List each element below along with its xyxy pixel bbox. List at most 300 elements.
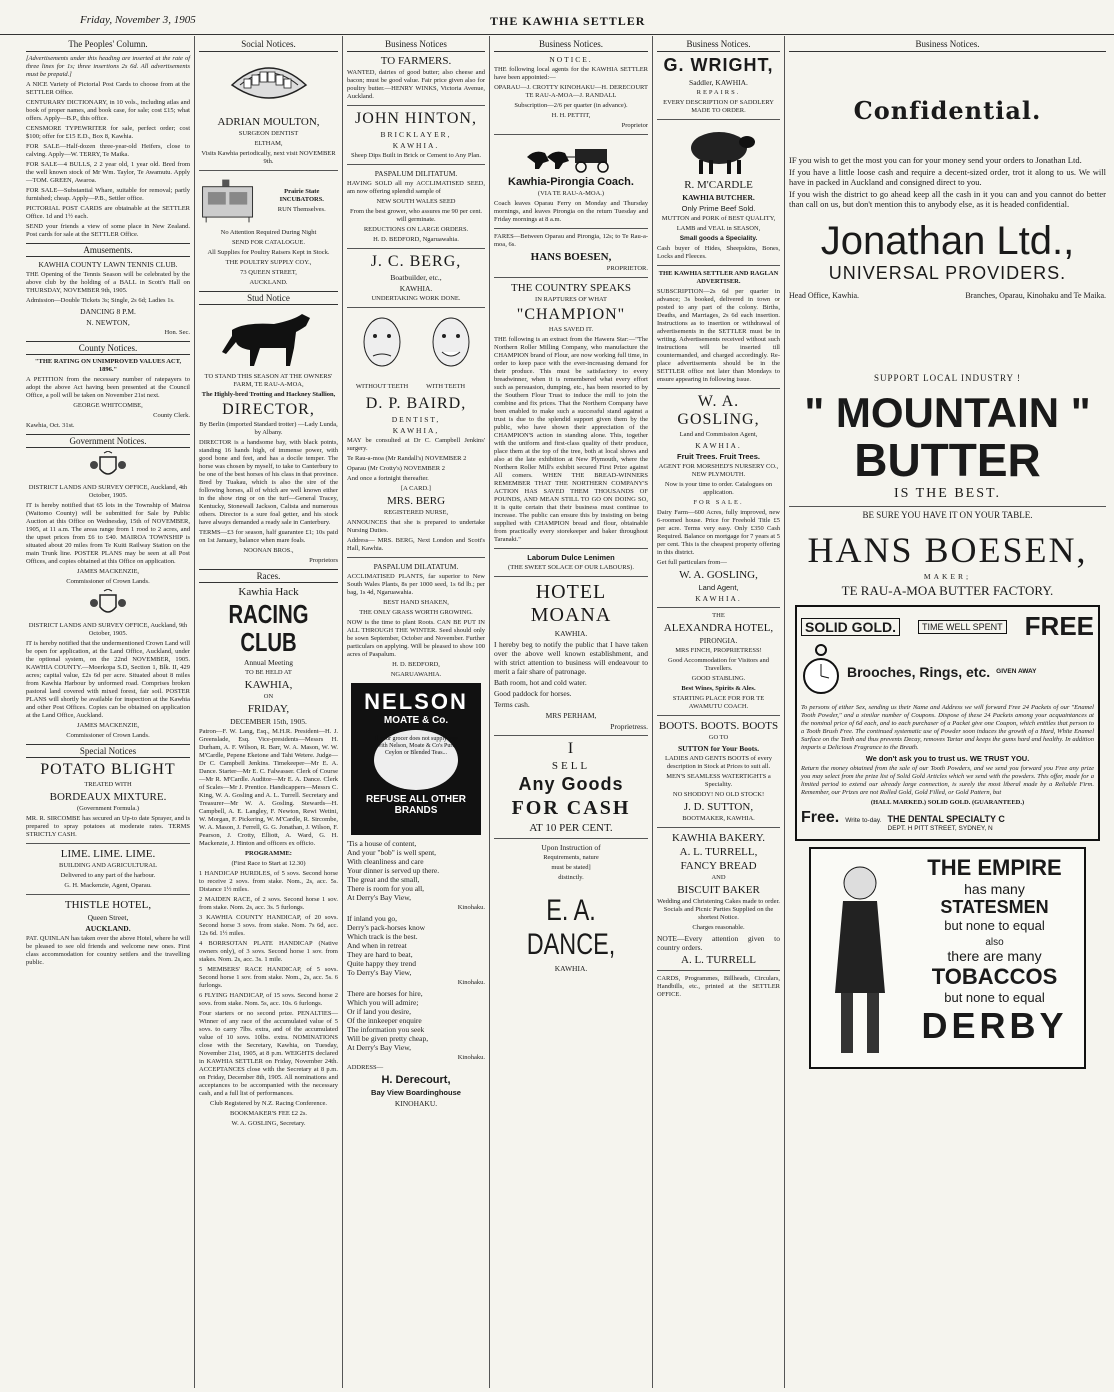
secretary-title: Hon. Sec.	[164, 329, 190, 336]
face-without-teeth-icon	[357, 312, 407, 376]
bay-view-verse-1: 'Tis a house of content, And your "bob" is well spent, With cleanliness and care Your dinner is served up there. The great and the small, There is room for you all, At Derry's Bay View,	[347, 839, 440, 902]
berg-undertaking: UNDERTAKING WORK DONE.	[371, 295, 461, 302]
thistle-hotel-street: Queen Street,	[87, 913, 129, 922]
commissioner-title: Commissioner of Crown Lands.	[66, 732, 150, 739]
incubator-no-attention: No Attention Required During Night	[220, 229, 317, 236]
is-the-best: IS THE BEST.	[893, 486, 1002, 501]
hinton-trade: BRICKLAYER,	[380, 130, 452, 139]
none-to-equal-2: but none to equal	[944, 990, 1045, 1005]
hotel-moana-title: HOTEL MOANA	[530, 581, 612, 626]
hans-boesen: HANS BOESEN,	[807, 530, 1088, 570]
column-heading: Business Notices.	[789, 36, 1106, 52]
paspalum-heading-2: PASPALUM DILATATUM.	[373, 562, 459, 571]
lime-delivery: Delivered to any part of the harbour.	[60, 872, 156, 879]
programme-heading: PROGRAMME:	[245, 850, 292, 857]
divider	[347, 248, 485, 249]
race-club-line1: Kawhia Hack	[238, 586, 299, 598]
teeth-comparison	[347, 312, 485, 393]
brooches-rings: Brooches, Rings, etc.	[847, 664, 991, 680]
nelson-company: MOATE & Co.	[383, 715, 449, 726]
alexandra-coach: STARTING PLACE FOR FOR TE AWAMUTU COACH.	[672, 695, 765, 710]
paspalum-grower: From the best grower, who assures me 90 per cent. will germinate.	[349, 208, 483, 223]
thistle-hotel-title: THISTLE HOTEL,	[64, 899, 152, 911]
column-heading: Business Notices.	[657, 36, 780, 52]
biscuit-baker: BISCUIT BAKER	[677, 884, 760, 896]
land-agent: Land Agent,	[698, 583, 739, 592]
incubator-city: AUCKLAND.	[249, 279, 288, 286]
divider	[657, 388, 780, 389]
butter-factory: TE RAU-A-MOA BUTTER FACTORY.	[841, 583, 1054, 598]
alexandra-hotel: ALEXANDRA HOTEL,	[663, 622, 774, 634]
incubator-run: RUN Themselves.	[277, 206, 326, 213]
alexandra-accommodation: Good Accommodation for Visitors and Travellers.	[668, 657, 769, 672]
maker-label: MAKER;	[923, 572, 972, 581]
baird-visit-3: And once a fortnight thereafter.	[347, 475, 429, 482]
stud-terms: TERMS—£3 for season, half guarantee £1; 10s paid on 1st January, balance when mare foals.	[199, 529, 338, 544]
butter-word: BUTTER	[854, 434, 1041, 486]
write-today: Write to-day.	[845, 817, 882, 824]
bay-view-place-3: Kinohaku.	[457, 1054, 485, 1061]
paspalum-heading: PASPALUM DILITATUM.	[374, 169, 458, 178]
notice-heading: NOTICE.	[549, 55, 593, 64]
divider	[657, 119, 780, 120]
turrell-name-2: A. L. TURRELL	[681, 954, 756, 966]
bay-view-verse-3: There are horses for hire, Which you will admire; Or if land you desire, Of the innkeeper enquire The information you seek Will be given pretty cheap, At Derry's Bay View,	[347, 989, 429, 1052]
divider	[789, 506, 1106, 507]
hinton-services: Sheep Dips Built in Brick or Cement to Any Plan.	[351, 152, 481, 159]
column-business-3	[653, 36, 785, 1388]
divider	[494, 277, 648, 278]
commissioner-signature: JAMES MACKENZIE,	[76, 568, 140, 575]
race-event: 5 MEMBERS' RACE HANDICAP, of 5 sovs. Second horse 1 sov. from stake. Nom., 2s, acc. 5s. 6 furlongs.	[199, 966, 338, 989]
secretary-signature: N. NEWTON,	[86, 318, 130, 327]
tennis-club-text: THE Opening of the Tennis Season will be celebrated by the above club by the holding of a BALL in Scott's Hall on THURSDAY, NOVEMBER 9th, 1905.	[26, 271, 190, 294]
bay-view-place-2: Kinohaku.	[457, 979, 485, 986]
race-event: 6 FLYING HANDICAP, of 15 sovs. Second horse 2 sovs. from stake. Nom. 5s, acc. 10s. 6 furlongs.	[199, 992, 338, 1007]
divider	[347, 164, 485, 165]
time-well-spent: TIME WELL SPENT	[918, 620, 1007, 634]
tennis-club-title: KAWHIA COUNTY LAWN TENNIS CLUB.	[38, 260, 178, 269]
brooches-row	[801, 642, 1094, 702]
sutton-boots: SUTTON for Your Boots.	[678, 744, 759, 753]
trust-line: We don't ask you to trust us. WE TRUST YOU.	[865, 754, 1030, 763]
champion-title: "CHAMPION"	[516, 306, 626, 323]
prime-beef: Only Prime Beef Sold.	[681, 204, 756, 213]
dance-name: E. A. DANCE,	[526, 894, 616, 961]
gosling-trade: Land and Commission Agent,	[679, 431, 758, 438]
wright-saddlery: EVERY DESCRIPTION OF SADDLERY MADE TO ORDER.	[663, 99, 774, 114]
address-label: ADDRESS—	[347, 1064, 384, 1071]
alexandra-proprietress: MRS FINCH, PROPRIETRESS!	[675, 647, 762, 654]
divider	[657, 715, 780, 716]
bakery-and: AND	[711, 874, 726, 881]
boots-heading: BOOTS. BOOTS. BOOTS	[658, 720, 779, 732]
stud-breed: The Highly-bred Trotting and Hackney Stallion,	[201, 391, 336, 398]
divider	[199, 170, 338, 171]
paspalum-seed: NEW SOUTH WALES SEED	[376, 198, 456, 205]
classified-ad: PICTORIAL POST CARDS are obtainable at the SETTLER Office. 1d and 1½ each.	[26, 205, 190, 220]
column-heading: The Peoples' Column.	[26, 36, 190, 52]
any-goods: Any Goods	[518, 774, 624, 794]
boots-watertights: MEN'S SEAMLESS WATERTIGHTS a Speciality.	[666, 773, 771, 788]
bakery-title: KAWHIA BAKERY.	[671, 832, 766, 844]
gosling-name-2: W. A. GOSLING,	[679, 569, 758, 581]
county-notices-heading: County Notices.	[26, 341, 190, 355]
on-your-table: BE SURE YOU HAVE IT ON YOUR TABLE.	[862, 510, 1033, 520]
race-secretary: W. A. GOSLING, Secretary.	[231, 1120, 306, 1127]
stallion-pedigree: By Berlin (imported Standard trotter) —Lady Lunda, by Albany.	[199, 421, 338, 436]
confidential-para-1: IF you wish to get the most you can for your money send your orders to Jonathan Ltd.	[789, 155, 1082, 165]
divider	[26, 843, 190, 844]
rates-notice: [Advertisements under this heading are inserted at the rate of three lines for 1s; three insertions 2s 6d. All advertisements must be prepaid.]	[26, 55, 190, 78]
agents-list: OPARAU—J. CROTTY KINOHAKU—H. DERECOURT TE RAU-A-MOA—J. RANDALL	[494, 84, 648, 99]
incubator-brand: Prairie State INCUBATORS.	[279, 188, 324, 203]
stud-owners: NOONAN BROS.,	[243, 547, 294, 554]
ten-per-cent: AT 10 PER CENT.	[529, 822, 613, 834]
column-business-4	[785, 36, 1110, 1388]
tooth-powder-offer: To persons of either Sex, sending us their Name and Address we will forward Free 24 Packets of our "Enamel Tooth Powder," and a similar number of Coupons. Dispose of these 24 Packets among your acquaintances at the nominal price of 6d each, and to each purchaser of a Packet give one Coupon, which entitles that person to a Tooth Brush Free. The continued systematic use of Powder soon induces the growth of a Hard, White Enamel Surface on the Teeth and thus prevents Decay, removes Tartar and keeps the gums hard and healthy. In addition imparts a Delicious Fragrance to the Breath.	[801, 704, 1094, 751]
hotel-moana-terms: Terms cash.	[494, 700, 530, 709]
none-to-equal: but none to equal	[944, 918, 1045, 933]
free-word: Free.	[801, 809, 840, 826]
stud-stand-notice: TO STAND THIS SEASON AT THE OWNERS' FARM, TE RAU-A-MOA,	[204, 373, 333, 388]
incubator-ad	[199, 175, 338, 227]
dentist-name: ADRIAN MOULTON,	[217, 116, 320, 128]
gosling-town-2: KAWHIA.	[695, 594, 742, 603]
special-notices-heading: Special Notices	[26, 744, 190, 758]
dancing-time: DANCING 8 P.M.	[80, 307, 136, 316]
hinton-name: JOHN HINTON,	[355, 110, 477, 127]
confidential-para-3: If you wish the district to go ahead keep all the cash in it you can and you cannot do better than call on us, but don't mention this to anybody else, as it is headed confidential.	[789, 189, 1106, 209]
champion-article: THE following is an extract from the Hawera Star:—"The Northern Roller Milling Company, who manufacture the CHAMPION brand of Flour, are now working full time, in order to keep pace with the ever-increasing demand for their produce. This must be satisfactory to every breadwinner, when it is remembered what every effort such as persuasion, dumping, etc., has been resorted to by the Southern Flour Trust to induce the mill to join the combine and fix prices. That the Northern Company have been enabled to make such a successful stand against a trust is due to the splendid support given them by the public, who have shown their appreciation of the CHAMPION'S action in standing alone. This, together with the uniform and first-class quality of their produce, place them at the top of the tree, both at local shows and also at the late exhibition at New Plymouth, where the Northern Roller Mill's exhibit secured First Prize against All comers. WHEN THE BREAD-WINNERS REMEMBER THAT THE NORTHERN COMPANY'S ACTION HAS SAVED THEM THOUSANDS OF POUNDS, AND MEAN STILL TO GO ON DOING SO, it is quite certain that their business must continue to increase. The public can ensure this by insisting on being supplied with CHAMPION bread and flour, obtainable from practically every storekeeper and baker throughout Taranaki."	[494, 336, 648, 543]
lime-agent: G. H. Mackenzie, Agent, Oparau.	[64, 882, 152, 889]
jonathan-name: Jonathan Ltd.,	[820, 219, 1075, 263]
sell-instruction: Upon Instruction of	[541, 843, 601, 852]
masthead	[0, 0, 1114, 35]
divider	[494, 548, 648, 549]
hall-marked: (HALL MARKED.) SOLID GOLD. (GUARANTEED.)	[870, 799, 1025, 806]
face-with-teeth-icon	[426, 312, 476, 376]
column-peoples	[22, 36, 195, 1388]
sell-distinctly: distinctly.	[558, 874, 584, 881]
given-away: GIVEN AWAY	[996, 668, 1037, 675]
solid-gold-label: SOLID GOLD.	[801, 618, 900, 636]
alexandra-wines: Best Wines, Spirits & Ales.	[681, 685, 756, 692]
dental-address: DEPT. H PITT STREET, SYDNEY, N	[887, 825, 993, 832]
sutton-trade: BOOTMAKER, KAWHIA.	[682, 815, 755, 822]
baird-name: D. P. BAIRD,	[365, 395, 467, 412]
government-notices-heading: Government Notices.	[26, 434, 190, 448]
boots-go-to: GO TO	[708, 734, 729, 741]
incubator-icon	[199, 175, 262, 227]
empire-text-block	[911, 855, 1078, 1047]
berg-name: J. C. BERG,	[370, 253, 462, 270]
race-terms: Four starters or no second prize. PENALTIES—Winner of any race of the accumulated value of 5 sovs. to carry 7lbs. extra, and of the accumulated value of 10 sovs. 10lbs. extra. NOMINATIONS close with the Secretary, Kawhia, on Tuesday, November 21st, 1905, at 8 p.m. WEIGHTS declared in KAWHIA SETTLER on Friday, November 24th. ACCEPTANCES close with the Secretary at 8 p.m. on Friday, December 8th, 1905. All nominations and acceptances to be accompanied with the necessary cash, and a full list of performances.	[199, 1010, 338, 1097]
spacer	[789, 302, 1106, 372]
order-now: Now is your time to order. Catalogues on application.	[664, 481, 773, 496]
has-many: has many	[964, 881, 1025, 897]
hotel-moana-proprietress: MRS PERHAM,	[545, 711, 597, 720]
solid-gold-ad	[795, 605, 1100, 841]
divider	[494, 838, 648, 839]
baird-consult: MAY be consulted at Dr C. Campbell Jenkins' surgery.	[347, 437, 485, 452]
classified-ad: A NICE Variety of Pictorial Post Cards to choose from at the SETTLER Office.	[26, 81, 190, 96]
race-held-at: TO BE HELD AT	[245, 669, 292, 676]
particulars-from: Get full particulars from—	[657, 559, 727, 566]
classified-ad: CENTURARY DICTIONARY, in 10 vols., including atlas and book of proper names, and book case, for sale; cost £15; what offers. Apply—B.P., this office.	[26, 99, 190, 122]
amusements-heading: Amusements.	[26, 243, 190, 257]
petition-text: A PETITION from the necessary number of ratepayers to adopt the above Act having been presented at the Council Office, a poll will be taken on November 21st next.	[26, 376, 190, 399]
stud-owners-title: Proprietors	[309, 557, 338, 564]
sell-must-state: must be stated]	[551, 864, 591, 871]
dentist-town: ELTHAM,	[254, 140, 283, 147]
nelson-tea-badge: If your grocer does not supply you with Nelson, Moate & Co's Pure Ceylon or Blended Teas...	[374, 730, 458, 790]
gosling-town: KAWHIA.	[695, 441, 742, 450]
laborum-title: Laborum Dulce Lenimen	[527, 553, 615, 562]
lands-office-dateline: DISTRICT LANDS AND SURVEY OFFICE, Auckland, 9th October, 1905.	[28, 622, 188, 637]
paspalum-seller-2: H. D. BEDFORD,	[392, 661, 440, 668]
gosling-name: W. A. GOSLING,	[677, 393, 760, 428]
berg-town: KAWHIA.	[399, 284, 433, 293]
divider	[494, 735, 648, 736]
classified-ad: SEND your friends a view of some place in New Zealand. Post cards for sale at the SETTLER Office.	[26, 223, 190, 238]
jonathan-offices	[789, 290, 1106, 302]
club-registration: Club Registered by N.Z. Racing Conference.	[210, 1100, 327, 1107]
also-word: also	[985, 937, 1004, 948]
jonathan-tagline: UNIVERSAL PROVIDERS.	[828, 263, 1067, 283]
butcher-title: KAWHIA BUTCHER.	[682, 193, 755, 202]
race-event: 2 MAIDEN RACE, of 2 sovs. Second horse 1 sov. from stake. Nom. 2s, acc. 3s. 5 furlongs.	[199, 896, 338, 911]
classified-ad: CENSMORE TYPEWRITER for sale, perfect order; cost $100; offer for £15 E.D., Box 8, Kawhia.	[26, 125, 190, 140]
farmers-heading: TO FARMERS.	[380, 55, 452, 67]
paspalum-text: HAVING SOLD all my ACCLIMATISED SEED, am now offering splendid sample of	[347, 180, 485, 195]
nurse-title: REGISTERED NURSE,	[383, 509, 449, 516]
confidential-para-2: If you have a little loose cash and require a decent-sized order, trot it along to us. We will have in packed in Auckland and consigned direct to you.	[789, 167, 1106, 187]
nurse-address: Address— MRS. BERG, Next London and Scott's Hall, Kawhia.	[347, 537, 485, 552]
dentist-title: SURGEON DENTIST	[238, 130, 299, 137]
divider	[494, 576, 648, 577]
pocket-watch-icon	[801, 642, 841, 702]
there-are-many: there are many	[947, 948, 1042, 964]
column-heading: Business Notices.	[494, 36, 648, 52]
farmers-wanted: WANTED, dairies of good butter; also cheese and bacon; must be good value. Fair price given also for poultry butter.—HENRY WINKS, Victoria Avenue, Auckland.	[347, 69, 485, 100]
government-formula: (Government Formula.)	[76, 805, 140, 812]
printing-notice: CARDS, Programmes, Billheads, Circulars, Handbills, etc., printed at the SETTLER OFFICE.	[657, 975, 780, 998]
classified-ad: FOR SALE—Substantial Whare, suitable for removal; partly furnished; cheap. Apply—P.B., Settler office.	[26, 187, 190, 202]
hotel-moana-town: KAWHIA.	[554, 629, 588, 638]
race-event: 4 BORRSOTAN PLATE HANDICAP (Native owners only), of 3 sovs. Second horse 1 sov. from stakes. Nom. 2s, acc. 3s. 1 mile.	[199, 940, 338, 963]
paspalum-text-2: ACCLIMATISED PLANTS, far superior to New South Wales Plants, 8s per 1000 seed, 1s 6d lb.; per bag, 1s 4d, Ngaruawahia.	[347, 573, 485, 596]
card-label: [A CARD.]	[401, 485, 431, 492]
statesmen: STATESMEN	[940, 897, 1049, 917]
nursery-agent: AGENT FOR MORSHED'S NURSERY CO., NEW PLYMOUTH.	[658, 463, 779, 478]
divider	[494, 134, 648, 135]
newspaper-title: THE KAWHIA SETTLER	[490, 14, 646, 28]
empire-tobacco-ad	[809, 847, 1086, 1069]
sell-i: I	[567, 740, 575, 757]
stud-notice-heading: Stud Notice	[199, 291, 338, 305]
crown-land-notice: IT is hereby notified that the undermentioned Crown Land will be open for application, at the Land Office, Auckland, under the optional system, on the 22nd NOVEMBER, 1905. KAWHIA COUNTY.—Moerkopa S.D, Section 1, Blk. II, 429 acres; capital value, £2s 6d per acre. Situated about 8 miles from Kawhia Harbour by unformed road. Comprises broken pastoral land covered with mixed forest, fair soil. POSTER PLANS will shortly be available for inspection at the Kawhia and other Post Offices. Copies can be obtained on application at the Land Office, Auckland.	[26, 640, 190, 719]
baird-visit-1: Te Rau-a-moa (Mr Randall's) NOVEMBER 2	[347, 455, 467, 462]
column-business-1	[343, 36, 490, 1388]
coach-illustration-icon	[521, 139, 621, 173]
has-saved-it: HAS SAVED IT.	[548, 326, 594, 333]
divider	[657, 827, 780, 828]
horse-illustration-icon	[214, 308, 324, 370]
hotel-moana-text: I hereby beg to notify the public that I have taken over the above well known establishment, and with strict attention to business will endeavour to merit a fair share of patronage.	[494, 640, 648, 676]
paspalum-reductions: REDUCTIONS ON LARGE ORDERS.	[363, 226, 469, 233]
confidential-heading: Confidential.	[853, 96, 1042, 125]
bay-view-verse-2: If inland you go, Derry's pack-horses know Which track is the best. And when in retreat They are hard to beat, Quite happy they trend To Derry's Bay View,	[347, 914, 425, 977]
issue-date: Friday, November 3, 1905	[80, 14, 196, 26]
thistle-hotel-city: AUCKLAND.	[85, 924, 131, 933]
county-clerk-title: County Clerk.	[153, 412, 190, 419]
coach-title: Kawhia-Pirongia Coach.	[508, 176, 634, 188]
potato-blight-title: POTATO BLIGHT	[40, 761, 176, 778]
dental-company-row	[801, 809, 1094, 835]
coach-proprietor: HANS BOESEN,	[530, 251, 612, 263]
hotel-moana-paddock: Good paddock for horses.	[494, 689, 572, 698]
race-annual-meeting: Annual Meeting	[244, 658, 293, 667]
solid-gold-banner	[801, 611, 1094, 642]
tobaccos: TOBACCOS	[931, 964, 1058, 989]
coach-fares: FARES—Between Oparau and Pirongia, 12s; to Te Rau-a-moa, 6s.	[494, 233, 648, 248]
settler-info-title: THE KAWHIA SETTLER AND RAGLAN ADVERTISER.	[658, 270, 779, 285]
hinton-town: KAWHIA.	[392, 141, 440, 150]
wright-repairs: REPAIRS.	[696, 89, 741, 96]
incubator-supplies: All Supplies for Poultry Raisers Kept in Stock.	[207, 249, 330, 256]
coat-of-arms-icon	[88, 451, 128, 481]
lamb-veal: LAMB and VEAL in SEASON,	[676, 225, 761, 232]
fruit-trees: Fruit Trees. Fruit Trees.	[677, 452, 760, 461]
butcher-cash-buyer: Cash buyer of Hides, Sheepskins, Bones, Locks and Fleeces.	[657, 245, 780, 260]
denture-illustration-icon	[224, 55, 314, 113]
race-date: DECEMBER 15th, 1905.	[230, 717, 307, 726]
potato-treated-with: TREATED WITH	[84, 781, 132, 788]
divider	[347, 105, 485, 106]
country-speaks: THE COUNTRY SPEAKS	[511, 282, 631, 294]
column-business-2	[490, 36, 653, 1388]
for-sale-heading: FOR SALE.	[693, 499, 744, 506]
incubator-street: 73 QUEEN STREET,	[240, 269, 297, 276]
laborum-subtitle: (THE SWEET SOLACE OF OUR LABOURS).	[508, 564, 634, 571]
proprietor-name: H. H. PETTIT,	[551, 112, 591, 119]
bookmaker-fee: BOOKMAKER'S FEE £2 2s.	[229, 1110, 307, 1117]
race-club-line2: RACING CLUB	[228, 599, 309, 657]
baird-visit-2: Oparau (Mr Crotty's) NOVEMBER 2	[347, 465, 445, 472]
race-programme-list	[199, 870, 338, 1008]
paspalum-planting: NOW is the time to plant Roots. CAN BE PUT IN ALL THROUGH THE WINTER. Seed should only be sown September, October and November. Further particulars on applying. Will be pleased to show 100 acres of Paspalum.	[347, 619, 485, 658]
alexandra-town: PIRONGIA.	[699, 636, 738, 645]
dentist-visit: Visits Kawhia periodically, next visit NOVEMBER 9th.	[201, 150, 336, 165]
classified-ad: FOR SALE—Half-dozen three-year-old Heifers, close to calving. Apply—W. TERRY, Te Maika.	[26, 143, 190, 158]
race-officials: Patron—F. W. Lang, Esq., M.H.R. President—H. J. Greenslade, Esq. Vice-presidents—Messrs H. Durham, A. F. Wilson, R. Barr, W. A. Mason, W. W. M'Cardle, Pepene Eketone and Tahi Wetere. Judge—Dr C. Campbell Jenkins. Timekeeper—Mr E. A. Dance. Starter—Mr E. C. Falwasser. Clerk of Course—Mr R. M'Cardle. Auditor—Mr E. A. Dance. Clerk of Scales—Mr J. Prentice. Handicappers—Messrs C. King, W. A. Gosling and A. L. Turrell. Secretary and Treasurer—Mr W. A. Gosling. Stewards—H. Campbell, A. E. Langley, F. Newton, Rewi Wetini, W. Morgan, F. Pickering, W. M'Cardle, R. Sircombe, W. A. Mason, J. Ferrell, G. G. Jonathan, J. Wilson, F. Pearson, J. Crotty, Elliott, A. Ward, G. H. Mackenzie, J. Hinton and officers ex officio.	[199, 728, 338, 847]
lands-office-dateline: DISTRICT LANDS AND SURVEY OFFICE, Auckland, 4th October, 1905.	[28, 484, 188, 499]
races-heading: Races.	[199, 569, 338, 583]
nurse-name: MRS. BERG	[386, 495, 446, 507]
race-event: 3 KAWHIA COUNTY HANDICAP, of 20 sovs. Second horse 3 sovs. from stake. Nom. 7s 6d, acc. 12s 6d. 1½ miles.	[199, 914, 338, 937]
support-local: SUPPORT LOCAL INDUSTRY !	[874, 373, 1021, 383]
bordeaux-mixture: BORDEAUX MIXTURE.	[49, 791, 167, 803]
divider	[26, 894, 190, 895]
dairy-farm-sale: Dairy Farm—600 Acres, fully improved, new 6-roomed house. Price for Freehold Title £5 per acre. Terms very easy. Only £350 Cash Required. Balance on mortgage for 7 years at 5 per cent. This is the cheapest property offering in this district.	[657, 509, 780, 556]
without-teeth-label: WITHOUT TEETH	[355, 383, 409, 390]
incubator-catalogue: SEND FOR CATALOGUE.	[232, 239, 305, 246]
coach-route: (VIA TE RAU-A-MOA.)	[537, 190, 605, 197]
empire-title: THE EMPIRE	[927, 855, 1062, 880]
alexandra-the: THE	[712, 612, 725, 619]
raptures: IN RAPTURES OF WHAT	[535, 296, 607, 303]
nelson-refuse: REFUSE ALL OTHER BRANDS	[365, 794, 466, 816]
divider	[347, 307, 485, 308]
jonathan-branches: Branches, Oparau, Kinohaku and Te Maika.	[965, 291, 1106, 300]
hotel-moana-bath: Bath room, hot and cold water.	[494, 678, 587, 687]
with-teeth-label: WITH TEETH	[426, 383, 466, 390]
small-goods: Small goods a Speciality.	[679, 235, 758, 242]
divider	[494, 228, 648, 229]
coat-of-arms-icon	[88, 589, 128, 619]
first-race-time: (First Race to Start at 12.30)	[231, 860, 306, 867]
wright-name: G. WRIGHT,	[663, 55, 774, 75]
sheep-illustration-icon	[679, 124, 759, 176]
county-clerk-signature: GEORGE WHITCOMBE,	[73, 402, 143, 409]
paspalum-seller: H. D. BEDFORD, Ngaruawahia.	[373, 236, 459, 243]
nurse-text: ANNOUNCES that she is prepared to undertake Nursing Duties.	[347, 519, 485, 534]
sell-word: SELL	[551, 760, 591, 772]
settler-info-text: SUBSCRIPTION—2s 6d per quarter in advance; 3s booked, delivered in town or posted to any part of the colony. Births, Deaths, and Marriages, 2s 6d each insertion. Instructions as to insertion or withdrawal of advertisements in the SETTLER must be in writing. Advertisements received without such instructions will be inserted till countermanded, and charged accordingly. Re-place advertisements should be in the SETTLER office not later than Mondays to ensure appearing in following issue.	[657, 288, 780, 383]
bay-view-boardinghouse: Bay View Boardinghouse	[371, 1088, 461, 1097]
nelson-brand: NELSON	[364, 689, 468, 714]
baird-town: KAWHIA,	[392, 426, 440, 435]
fancy-bread: FANCY BREAD	[680, 860, 757, 872]
dental-company: THE DENTAL SPECIALTY C	[887, 814, 1005, 824]
commissioner-title: Commissioner of Crown Lands.	[66, 578, 150, 585]
wright-trade: Saddler, KAWHIA.	[689, 78, 748, 87]
free-banner: FREE	[1024, 611, 1094, 641]
column-heading: Social Notices.	[199, 36, 338, 52]
race-location: KAWHIA,	[244, 679, 293, 691]
rating-act-title: "THE RATING ON UNIMPROVED VALUES ACT, 1896."	[34, 358, 182, 373]
sell-requirements: Requirements, nature	[543, 854, 599, 861]
divider	[657, 607, 780, 608]
sircombe-spray-notice: MR. R. SIRCOMBE has secured an Up-to date Sprayer, and is prepared to spray potatoes at moderate rates. TERMS STRICTLY CASH.	[26, 815, 190, 838]
mutton-pork: MUTTON and PORK of BEST QUALITY,	[661, 215, 776, 222]
divider	[347, 557, 485, 558]
bakery-charges: Charges reasonable.	[692, 924, 745, 931]
agents-notice: THE following local agents for the KAWHIA SETTLER have been appointed:—	[494, 66, 648, 81]
statesman-figure-icon	[815, 853, 905, 1063]
boots-stock: LADIES AND GENTS BOOTS of every description in Stock at Prices to suit all.	[664, 755, 773, 770]
berg-trade: Boatbuilder, etc.,	[390, 273, 442, 282]
jonathan-head-office: Head Office, Kawhia.	[789, 291, 860, 300]
for-cash: FOR CASH	[511, 797, 631, 819]
butcher-name: R. M'CARDLE	[684, 179, 753, 191]
race-on: ON	[263, 693, 274, 700]
lime-title: LIME. LIME. LIME.	[60, 848, 156, 860]
subscription-rate: Subscription—2/6 per quarter (in advance).	[514, 102, 628, 109]
thistle-hotel-text: PAT. QUINLAN has taken over the above Hotel, where he will be pleased to see old friends and welcome new ones. First class accommodation for country settlers and the travelling public.	[26, 935, 190, 966]
coach-proprietor-title: PROPRIETOR.	[606, 265, 648, 272]
paspalum-town-2: NGARUAWAHIA.	[390, 671, 442, 678]
stallion-description: DIRECTOR is a handsome bay, with black points, standing 16 hands high, of immense power, with good bone and feet, and has a docile temper. The horse was chosen by myself, to take to Canterbury to be one of the best horses of his class in that province. Bred by Tuakau, which is also the sire of the following horses, all of which are well known either in the show ring or on the turf—General Tracey, Kentucky, Stonewall Jackson, Calista and numerous others. Director is a sure foal getter, and his stock have always demanded a ready sale in Canterbury.	[199, 439, 338, 526]
derby-brand: DERBY	[921, 1005, 1068, 1046]
sutton-name: J. D. SUTTON,	[683, 801, 754, 813]
hotel-moana-proprietress-title: Proprietress.	[610, 722, 648, 731]
bakery-note: NOTE—Every attention given to country orders.	[657, 934, 780, 952]
classified-ad: FOR SALE—4 BULLS, 2 2 year old, 1 year old. Bred from the well known stock of Mr Wm. Taylor, Te Awamutu. Apply—TOM. GREEN, Awaroa.	[26, 161, 190, 184]
nelson-tea-ad	[351, 683, 481, 835]
paspalum-only-grass: THE ONLY GRASS WORTH GROWING.	[359, 609, 473, 616]
